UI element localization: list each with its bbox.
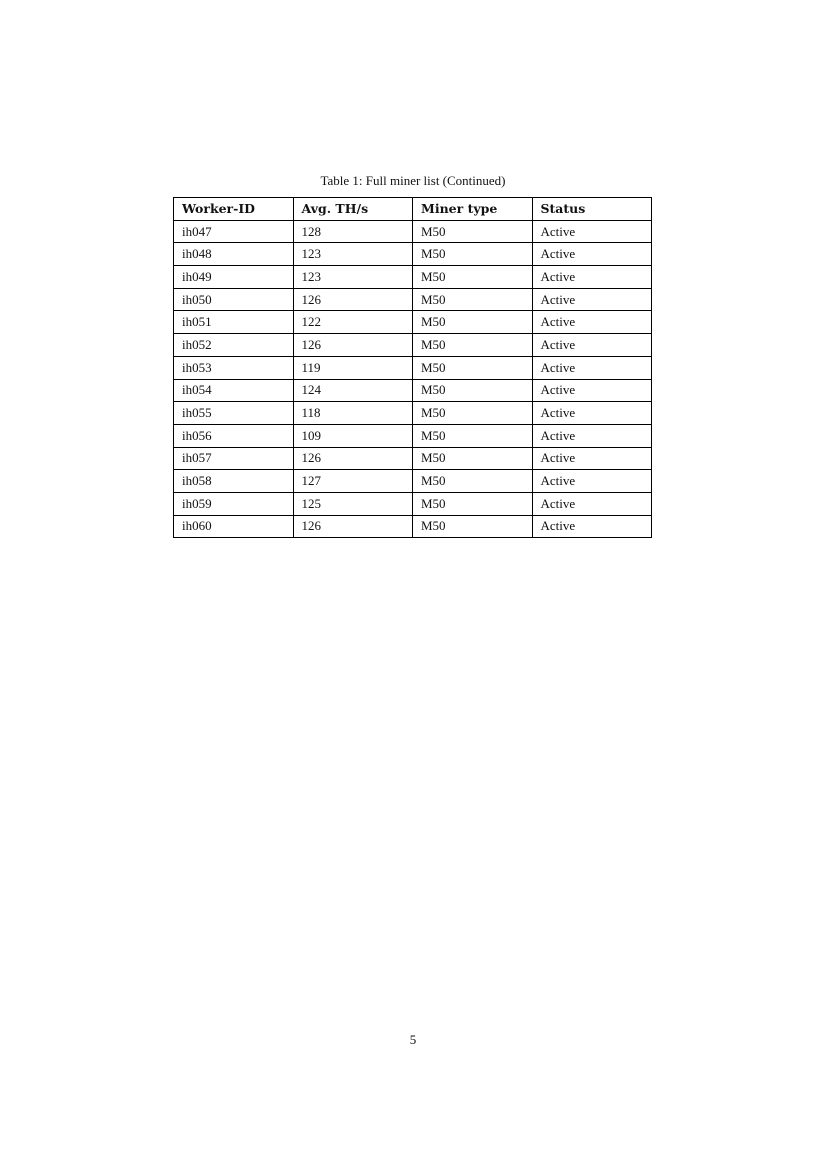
cell-status: Active [532, 379, 652, 402]
miner-table [173, 197, 652, 538]
table-row [174, 266, 652, 289]
cell-miner-type: M50 [413, 470, 533, 493]
table-row [174, 311, 652, 334]
cell-worker-id: ih060 [174, 515, 294, 538]
cell-worker-id: ih056 [174, 424, 294, 447]
cell-avg-ths: 127 [293, 470, 413, 493]
table-body [174, 220, 652, 538]
cell-miner-type: M50 [413, 424, 533, 447]
cell-avg-ths: 123 [293, 266, 413, 289]
cell-avg-ths: 125 [293, 492, 413, 515]
cell-worker-id: ih052 [174, 334, 294, 357]
cell-status: Active [532, 334, 652, 357]
cell-avg-ths: 109 [293, 424, 413, 447]
table-row [174, 515, 652, 538]
cell-status: Active [532, 243, 652, 266]
cell-avg-ths: 124 [293, 379, 413, 402]
cell-worker-id: ih048 [174, 243, 294, 266]
cell-worker-id: ih055 [174, 402, 294, 425]
cell-status: Active [532, 356, 652, 379]
cell-avg-ths: 126 [293, 515, 413, 538]
cell-status: Active [532, 424, 652, 447]
cell-avg-ths: 128 [293, 220, 413, 243]
table-row [174, 424, 652, 447]
cell-status: Active [532, 288, 652, 311]
cell-status: Active [532, 492, 652, 515]
cell-miner-type: M50 [413, 288, 533, 311]
table-row [174, 379, 652, 402]
cell-status: Active [532, 266, 652, 289]
cell-miner-type: M50 [413, 356, 533, 379]
cell-miner-type: M50 [413, 334, 533, 357]
cell-miner-type: M50 [413, 492, 533, 515]
table-row [174, 288, 652, 311]
cell-avg-ths: 122 [293, 311, 413, 334]
cell-worker-id: ih050 [174, 288, 294, 311]
cell-avg-ths: 118 [293, 402, 413, 425]
cell-worker-id: ih047 [174, 220, 294, 243]
header-avg-ths: Avg. TH/s [293, 198, 413, 221]
cell-avg-ths: 126 [293, 288, 413, 311]
cell-miner-type: M50 [413, 266, 533, 289]
table-row [174, 243, 652, 266]
cell-miner-type: M50 [413, 447, 533, 470]
header-status: Status [532, 198, 652, 221]
cell-worker-id: ih059 [174, 492, 294, 515]
table-header-row [174, 198, 652, 221]
table-row [174, 334, 652, 357]
cell-avg-ths: 126 [293, 334, 413, 357]
table-row [174, 447, 652, 470]
cell-miner-type: M50 [413, 379, 533, 402]
cell-status: Active [532, 311, 652, 334]
header-worker-id: Worker-ID [174, 198, 294, 221]
cell-miner-type: M50 [413, 402, 533, 425]
cell-status: Active [532, 402, 652, 425]
table-caption: Table 1: Full miner list (Continued) [320, 173, 506, 188]
cell-avg-ths: 126 [293, 447, 413, 470]
table-row [174, 220, 652, 243]
table-row [174, 402, 652, 425]
cell-worker-id: ih058 [174, 470, 294, 493]
cell-status: Active [532, 220, 652, 243]
cell-avg-ths: 123 [293, 243, 413, 266]
cell-miner-type: M50 [413, 311, 533, 334]
cell-avg-ths: 119 [293, 356, 413, 379]
cell-status: Active [532, 470, 652, 493]
table-row [174, 492, 652, 515]
table-row [174, 356, 652, 379]
cell-worker-id: ih051 [174, 311, 294, 334]
cell-miner-type: M50 [413, 515, 533, 538]
cell-worker-id: ih049 [174, 266, 294, 289]
cell-worker-id: ih053 [174, 356, 294, 379]
cell-miner-type: M50 [413, 220, 533, 243]
header-miner-type: Miner type [413, 198, 533, 221]
page-number: 5 [409, 1032, 417, 1047]
table-row [174, 470, 652, 493]
cell-worker-id: ih057 [174, 447, 294, 470]
cell-status: Active [532, 515, 652, 538]
cell-status: Active [532, 447, 652, 470]
cell-worker-id: ih054 [174, 379, 294, 402]
cell-miner-type: M50 [413, 243, 533, 266]
